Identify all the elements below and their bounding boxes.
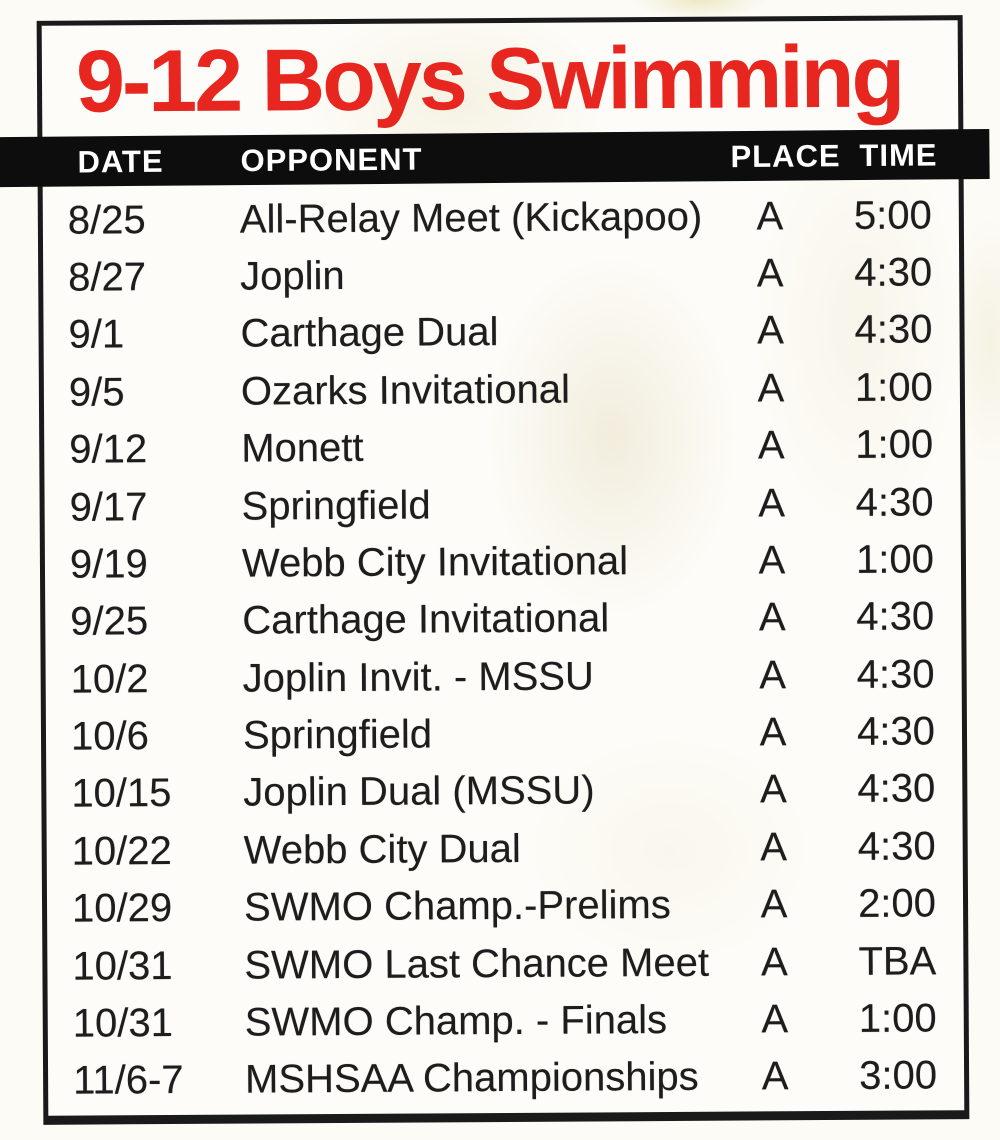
time-cell: 3:00 (859, 1053, 938, 1099)
schedule-frame (37, 15, 970, 1125)
date-cell: 10/31 (72, 943, 173, 989)
opponent-cell: MSHSAA Championships (244, 1055, 699, 1102)
place-cell: A (756, 193, 784, 239)
opponent-cell: Joplin (240, 254, 345, 299)
schedule-rows (43, 186, 965, 1110)
date-cell: 10/2 (70, 656, 149, 702)
time-cell: 4:30 (855, 479, 934, 525)
time-cell: 4:30 (854, 250, 933, 295)
table-row (47, 817, 963, 880)
opponent-cell: Webb City Dual (243, 826, 521, 873)
place-cell: A (761, 1054, 789, 1099)
table-row (46, 703, 962, 766)
date-cell: 9/1 (68, 312, 125, 358)
date-cell: 11/6-7 (72, 1058, 184, 1103)
place-cell: A (759, 652, 787, 698)
place-cell: A (756, 251, 784, 296)
date-cell: 10/22 (71, 828, 172, 874)
column-header-date: DATE (77, 143, 164, 180)
table-row (43, 186, 959, 249)
place-cell: A (759, 710, 787, 755)
table-row (46, 760, 962, 823)
opponent-cell: Springfield (241, 483, 431, 529)
column-header-time: TIME (859, 137, 938, 174)
place-cell: A (760, 825, 788, 870)
time-cell: 4:30 (856, 594, 935, 640)
opponent-cell: Joplin Invit. - MSSU (242, 654, 595, 701)
place-cell: A (758, 480, 786, 526)
time-cell: 4:30 (856, 652, 935, 697)
opponent-cell: Ozarks Invitational (240, 367, 571, 414)
opponent-cell: Joplin Dual (MSSU) (243, 768, 595, 816)
page-title: 9-12 Boys Swimming (75, 26, 903, 131)
date-cell: 8/25 (67, 197, 146, 243)
table-row (44, 358, 960, 421)
date-cell: 10/29 (71, 886, 173, 931)
time-cell: 1:00 (855, 537, 934, 582)
time-cell: 1:00 (855, 422, 934, 468)
date-cell: 9/5 (68, 370, 125, 415)
time-cell: 2:00 (857, 881, 937, 927)
table-row (47, 932, 963, 995)
table-row (43, 244, 959, 307)
date-cell: 10/15 (71, 771, 172, 817)
time-cell: 4:30 (854, 307, 933, 353)
table-row (45, 588, 961, 651)
table-row (48, 989, 964, 1052)
opponent-cell: Springfield (242, 712, 433, 758)
time-cell: 4:30 (856, 709, 936, 754)
date-cell: 10/31 (72, 1000, 174, 1046)
place-cell: A (761, 997, 789, 1042)
table-row (45, 645, 961, 708)
date-cell: 10/6 (70, 714, 150, 759)
place-cell: A (757, 308, 785, 353)
date-cell: 9/12 (69, 427, 148, 472)
date-cell: 9/19 (69, 542, 148, 587)
time-cell: 1:00 (858, 996, 937, 1041)
opponent-cell: Webb City Invitational (241, 539, 629, 586)
opponent-cell: Carthage Invitational (242, 596, 610, 643)
time-cell: 4:30 (857, 766, 936, 812)
column-header-opponent: OPPONENT (240, 141, 423, 179)
place-cell: A (758, 538, 786, 583)
column-header-place: PLACE (730, 138, 841, 175)
date-cell: 8/27 (68, 255, 147, 300)
opponent-cell: SWMO Champ.-Prelims (243, 883, 671, 930)
table-row (44, 473, 960, 536)
place-cell: A (757, 423, 785, 468)
time-cell: 5:00 (853, 193, 932, 238)
opponent-cell: SWMO Champ. - Finals (244, 997, 668, 1045)
table-row (45, 530, 961, 593)
time-cell: 4:30 (857, 824, 936, 869)
place-cell: A (759, 767, 787, 812)
table-row (47, 875, 963, 938)
table-row (43, 301, 959, 364)
place-cell: A (760, 939, 788, 984)
opponent-cell: Monett (241, 426, 364, 471)
opponent-cell: All-Relay Meet (Kickapoo) (239, 194, 703, 242)
place-cell: A (758, 595, 786, 640)
table-header (0, 129, 990, 187)
title-area (42, 20, 959, 138)
place-cell: A (757, 366, 785, 411)
place-cell: A (760, 882, 788, 927)
table-row (48, 1047, 964, 1110)
opponent-cell: Carthage Dual (240, 310, 499, 357)
date-cell: 9/25 (70, 599, 149, 644)
date-cell: 9/17 (69, 484, 148, 530)
table-row (44, 416, 960, 479)
time-cell: TBA (858, 938, 937, 984)
opponent-cell: SWMO Last Chance Meet (244, 940, 710, 988)
time-cell: 1:00 (854, 365, 933, 410)
